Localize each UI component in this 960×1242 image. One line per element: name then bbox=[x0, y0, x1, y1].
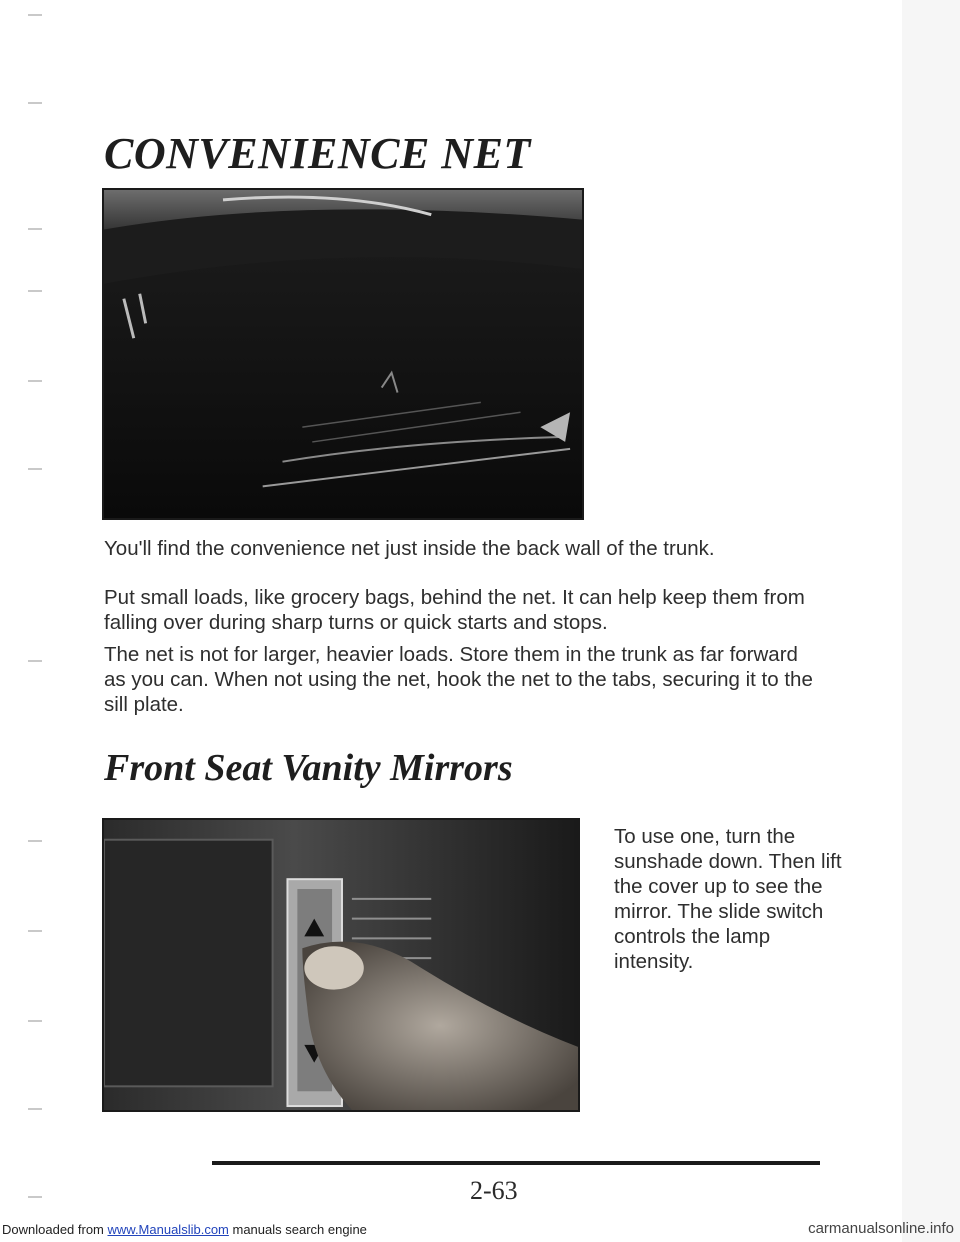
footer-suffix: manuals search engine bbox=[228, 1222, 367, 1237]
vanity-mirror-photo bbox=[102, 818, 580, 1112]
paragraph-small-loads: Put small loads, like grocery bags, behind the net. It can help keep them from falling over during sharp turns or quick starts and stops. bbox=[104, 586, 805, 634]
convenience-net-photo bbox=[102, 188, 584, 520]
margin-mark bbox=[28, 228, 42, 230]
paragraph-net-location: You'll find the convenience net just inside the back wall of the trunk. bbox=[104, 537, 715, 560]
download-footer bbox=[2, 1222, 367, 1237]
paragraph-heavy-loads: The net is not for larger, heavier loads. Store them in the trunk as far forward as you can. When not using the net, hook the net to the tabs, securing it to the sill plate. bbox=[104, 643, 813, 716]
page-title: CONVENIENCE NET bbox=[104, 129, 531, 178]
section-heading: Front Seat Vanity Mirrors bbox=[104, 747, 513, 789]
manualslib-link[interactable]: www.Manualslib.com bbox=[107, 1222, 229, 1237]
margin-mark bbox=[28, 290, 42, 292]
watermark: carmanualsonline.info bbox=[808, 1220, 954, 1237]
footer-rule bbox=[212, 1161, 820, 1165]
vanity-mirror-instructions: To use one, turn the sunshade down. Then lift the cover up to see the mirror. The slide switch controls the lamp intensity. bbox=[614, 825, 842, 973]
margin-mark bbox=[28, 930, 42, 932]
page-number: 2-63 bbox=[470, 1176, 518, 1205]
margin-mark bbox=[28, 660, 42, 662]
margin-mark bbox=[28, 1196, 42, 1198]
margin-mark bbox=[28, 840, 42, 842]
margin-mark bbox=[28, 14, 42, 16]
margin-mark bbox=[28, 380, 42, 382]
margin-mark bbox=[28, 1020, 42, 1022]
footer-prefix: Downloaded from bbox=[2, 1222, 108, 1237]
page-edge bbox=[902, 0, 960, 1242]
margin-mark bbox=[28, 102, 42, 104]
margin-mark bbox=[28, 468, 42, 470]
margin-mark bbox=[28, 1108, 42, 1110]
